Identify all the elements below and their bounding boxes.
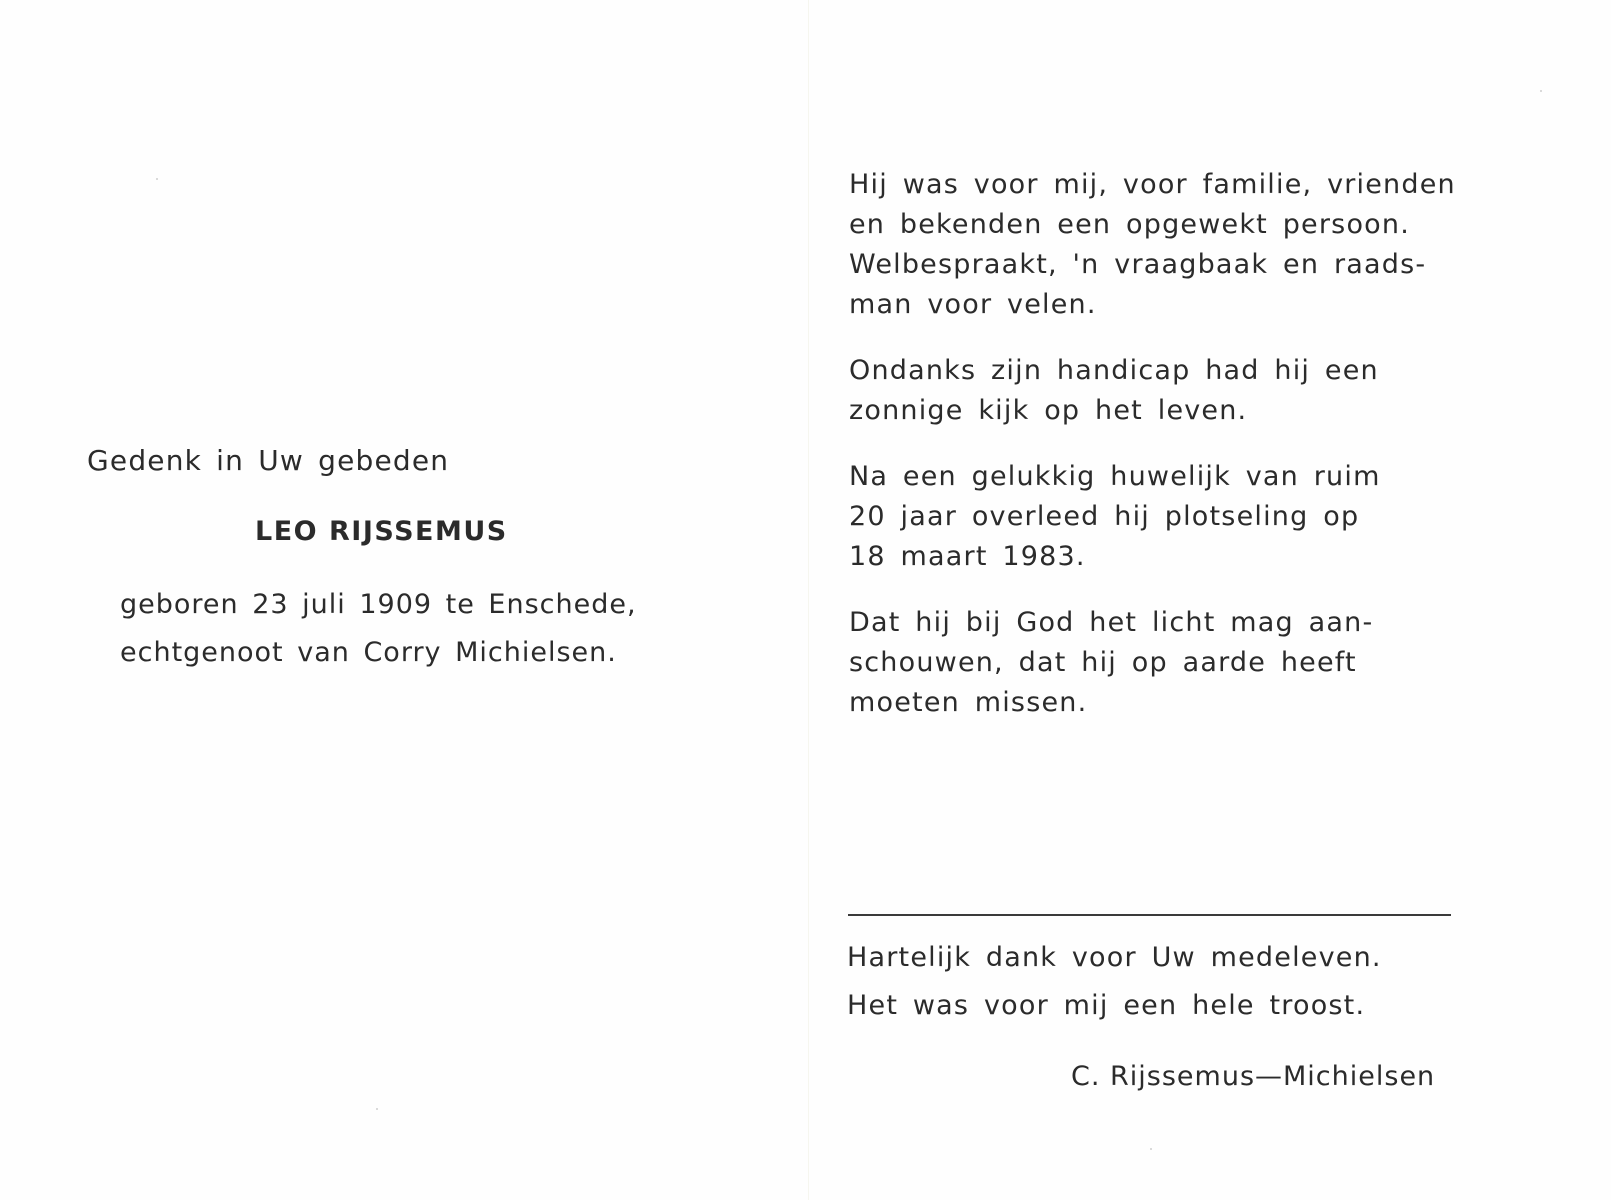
text-line: Welbespraakt, 'n vraagbaak en raads-: [849, 249, 1427, 280]
thanks-message: [847, 943, 1382, 1039]
spouse-line: echtgenoot van Corry Michielsen.: [120, 637, 617, 668]
paper-speck: [156, 178, 158, 180]
section-divider: [848, 914, 1451, 916]
text-line: man voor velen.: [849, 289, 1097, 320]
deceased-name: LEO RIJSSEMUS: [255, 516, 508, 547]
handicap-paragraph: [849, 354, 1469, 434]
birth-line: geboren 23 juli 1909 te Enschede,: [120, 589, 637, 620]
thanks-line: Hartelijk dank voor Uw medeleven.: [847, 942, 1382, 973]
text-line: en bekenden een opgewekt persoon.: [849, 209, 1410, 240]
text-line: Dat hij bij God het licht mag aan-: [849, 607, 1374, 638]
signature: C. Rijssemus—Michielsen: [1071, 1061, 1436, 1092]
text-line: schouwen, dat hij op aarde heeft: [849, 647, 1357, 678]
text-line: Hij was voor mij, voor familie, vrienden: [849, 169, 1456, 200]
prayer-paragraph: [849, 606, 1469, 726]
paper-speck: [1540, 90, 1542, 92]
comfort-line: Het was voor mij een hele troost.: [847, 990, 1366, 1021]
text-line: zonnige kijk op het leven.: [849, 395, 1248, 426]
death-paragraph: [849, 460, 1469, 580]
text-line: moeten missen.: [849, 687, 1088, 718]
text-line: 18 maart 1983.: [849, 541, 1086, 572]
biography: [120, 590, 637, 686]
card-fold-line: [808, 0, 809, 1200]
right-panel-text: [849, 168, 1469, 752]
tribute-paragraph: [849, 168, 1469, 328]
prayer-intro: Gedenk in Uw gebeden: [87, 444, 450, 477]
text-line: 20 jaar overleed hij plotseling op: [849, 501, 1360, 532]
text-line: Na een gelukkig huwelijk van ruim: [849, 461, 1381, 492]
paper-speck: [376, 1108, 378, 1110]
text-line: Ondanks zijn handicap had hij een: [849, 355, 1379, 386]
paper-speck: [1150, 1148, 1152, 1150]
